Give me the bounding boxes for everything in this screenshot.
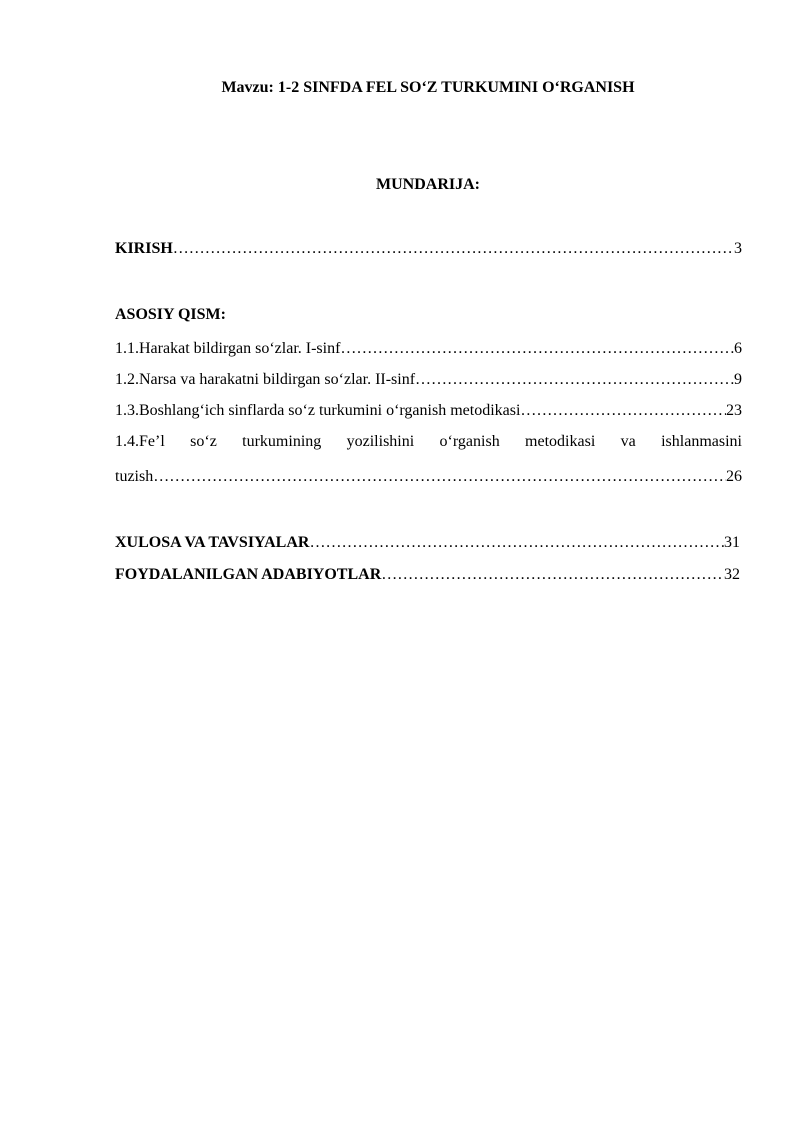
toc-entry-title: XULOSA VA TAVSIYALAR <box>115 534 310 551</box>
toc-entry-word: yozilishini <box>346 433 415 450</box>
toc-entry-word: va <box>620 433 636 450</box>
toc-entry-word: ishlanmasini <box>661 433 742 450</box>
toc-page-number: 23 <box>726 402 742 419</box>
toc-entry-word: metodikasi <box>525 433 596 450</box>
dot-leader <box>153 465 726 489</box>
toc-page-number: 31 <box>724 534 740 551</box>
toc-entry-title: 1.2.Narsa va harakatni bildirgan so‘zlar. II-sinf <box>115 371 416 388</box>
toc-entry-intro <box>115 237 742 261</box>
dot-leader <box>415 368 734 392</box>
document-topic: Mavzu: 1-2 SINFDA FEL SO‘Z TURKUMINI O‘RGANISH <box>221 79 635 96</box>
toc-entry-title: 1.1.Harakat bildirgan so‘zlar. I-sinf <box>115 340 341 357</box>
toc-page-number: 6 <box>734 340 742 357</box>
dot-leader <box>520 399 726 423</box>
dot-leader <box>309 531 724 555</box>
toc-entry-title: KIRISH <box>115 240 173 257</box>
toc-entry-word: 1.4.Fe’l <box>115 433 165 450</box>
toc-entry-1-4-line1 <box>115 430 742 454</box>
toc-page-number: 3 <box>734 240 742 257</box>
toc-entry-1-4-line2 <box>115 465 742 489</box>
toc-page-number: 9 <box>734 371 742 388</box>
dot-leader <box>381 563 724 587</box>
toc-entry-word: so‘z <box>190 433 217 450</box>
dot-leader <box>340 337 734 361</box>
toc-entry-references <box>115 563 740 587</box>
toc-page-number: 32 <box>724 566 740 583</box>
toc-entry-title: 1.3.Boshlang‘ich sinflarda so‘z turkumini o‘rganish metodikasi <box>115 402 521 419</box>
toc-entry-title: tuzish <box>115 468 154 485</box>
toc-entry-conclusion <box>115 531 740 555</box>
toc-entry-word: turkumining <box>242 433 322 450</box>
toc-entry-1-3 <box>115 399 742 423</box>
toc-entry-1-1 <box>115 337 742 361</box>
toc-page-number: 26 <box>726 468 742 485</box>
toc-entry-word: o‘rganish <box>439 433 500 450</box>
toc-heading: MUNDARIJA: <box>376 176 480 193</box>
section-label-main: ASOSIY QISM: <box>115 306 226 323</box>
toc-entry-title: FOYDALANILGAN ADABIYOTLAR <box>115 566 382 583</box>
toc-entry-1-2 <box>115 368 742 392</box>
dot-leader <box>173 237 734 261</box>
